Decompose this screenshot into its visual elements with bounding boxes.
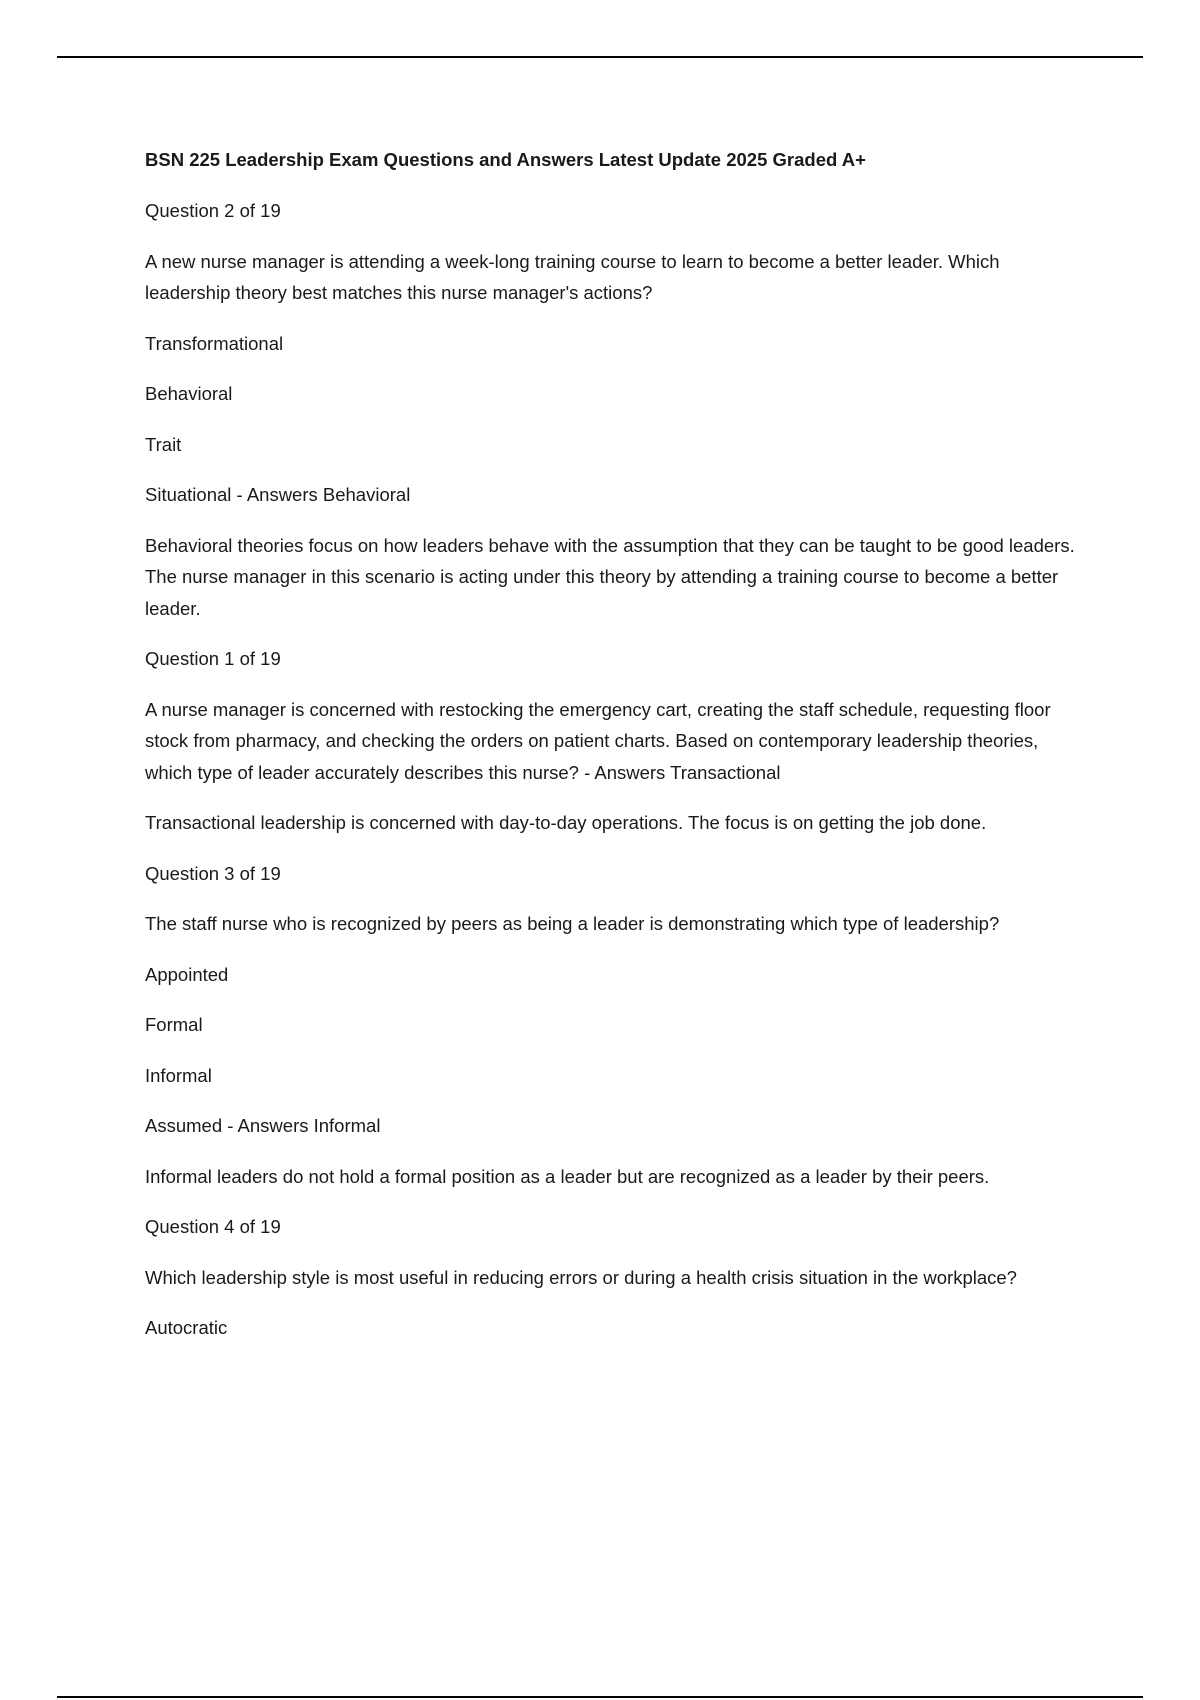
question-3-option-c: Informal [145,1064,212,1086]
question-4-option-a: Autocratic [145,1317,228,1338]
question-4-text: Which leadership style is most useful in reducing errors or during a health crisis situation in the workplace? [145,1266,1017,1288]
question-2-option-b: Behavioral [145,383,233,404]
question-3-heading: Question 3 of 19 [145,862,281,884]
question-3-option-b: Formal [145,1014,203,1035]
question-1-rationale: Transactional leadership is concerned with day-to-day operations. The focus is on getting the job done. [145,812,987,833]
question-2-text: A new nurse manager is attending a week-long training course to learn to become a better leader. Which leadership theory best matches this nurse manager's actions? [145,250,1000,303]
top-rule [57,56,1143,58]
question-2-rationale: Behavioral theories focus on how leaders behave with the assumption that they can be taught to be good leaders. The nurse manager in this scenario is acting under this theory by attending a training course to become a better leader. [145,534,1075,619]
document-body [145,144,1080,1344]
question-1-heading: Question 1 of 19 [145,648,281,669]
document-title: BSN 225 Leadership Exam Questions and Answers Latest Update 2025 Graded A+ [145,149,866,170]
question-2-option-c: Trait [145,433,182,455]
bottom-rule [57,1696,1143,1698]
question-2-heading: Question 2 of 19 [145,200,281,221]
question-2-option-d-answer: Situational - Answers Behavioral [145,484,411,505]
question-3-option-a: Appointed [145,963,229,985]
question-4-heading: Question 4 of 19 [145,1216,281,1237]
question-2-option-a: Transformational [145,332,284,354]
question-1-text-answer: A nurse manager is concerned with restocking the emergency cart, creating the staff schedule, requesting floor stock from pharmacy, and checking the orders on patient charts. Based on contemporary leadership theories, which type of leader accurately describes this nurse? - Answers Transactional [145,698,1051,783]
question-3-option-d-answer: Assumed - Answers Informal [145,1115,381,1136]
question-3-rationale: Informal leaders do not hold a formal position as a leader but are recognized as a leader by their peers. [145,1165,990,1187]
question-3-text: The staff nurse who is recognized by peers as being a leader is demonstrating which type of leadership? [145,913,1000,934]
